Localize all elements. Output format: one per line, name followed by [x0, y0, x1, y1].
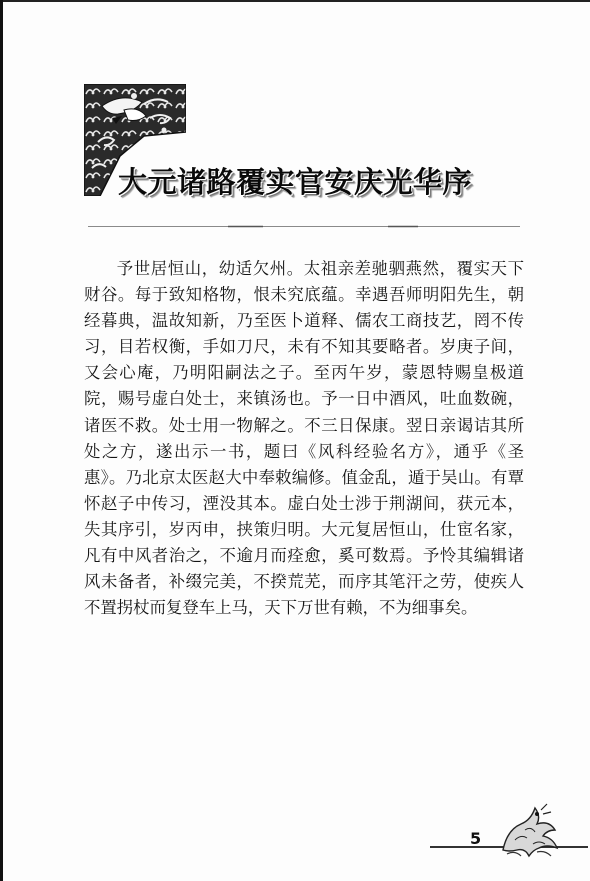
preface-text	[84, 256, 524, 621]
page-top-edge	[0, 0, 590, 2]
dragon-ornament-icon	[497, 800, 563, 860]
title-divider	[88, 224, 520, 229]
page-left-edge	[0, 0, 3, 881]
page-number: 5	[470, 829, 482, 848]
preface-paragraph: 予世居恒山，幼适欠州。太祖亲差驰驷燕然，覆实天下财谷。每于致知格物，恨未究底蕴。幸遇吾师明阳先生，朝经暮典，温故知新，乃至医卜道释、儒农工商技艺，罔不传习，目若权衡，手如刀尺，未有不知其要略者。岁庚子间，又会心庵，乃明阳嗣法之子。至丙午岁，蒙恩特赐皇极道院，赐号虚白处士，来镇汤也。予一日中酒风，吐血数碗，诸医不救。处士用一物解之。不三日保康。翌日亲谒诘其所处之方，遂出示一书，题曰《风科经验名方》，通乎《圣惠》。乃北京太医赵大中奉敕编修。值金乱，遁于吴山。有覃怀赵子中传习，湮没其本。虚白处士涉于荆湖间，获元本，失其序引，岁丙申，挟策归明。大元复居恒山，仕宦名家，凡有中风者治之，不逾月而痊愈，奚可数焉。予怜其编辑诸风未备者，补缀完美，不揆荒芜，而序其笔汗之劳，使疾人不置拐杖而复登车上马，天下万世有赖，不为细事矣。	[84, 259, 524, 618]
page-title: 大元诸路覆实官安庆光华序	[118, 165, 473, 199]
